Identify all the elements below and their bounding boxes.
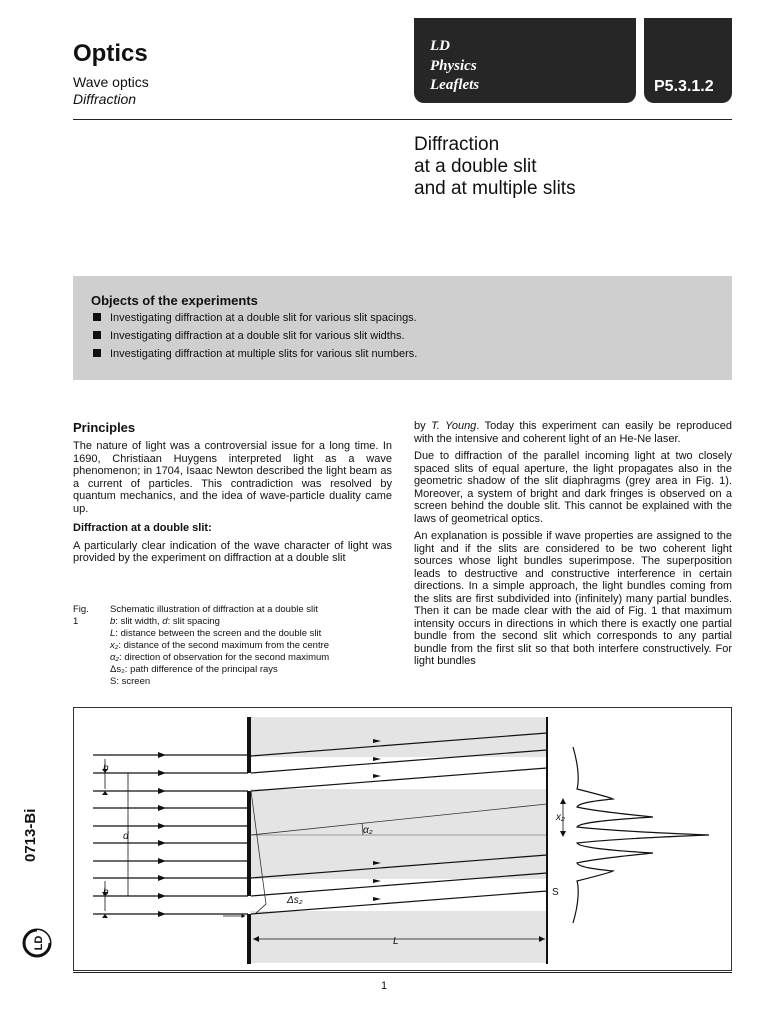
label-b-top: b — [103, 763, 109, 774]
label-d: d — [123, 831, 129, 842]
leaflet-code-badge — [644, 18, 732, 103]
series-line-2: Physics — [430, 58, 477, 74]
arrow-down-icon — [560, 831, 566, 837]
label-L: L — [393, 936, 399, 947]
topic-subtitle: Diffraction — [73, 91, 137, 107]
right-paragraph-0: by T. Young. Today this experiment can easily be reproduced with the intensive and coherent light of an He-Ne laser. — [414, 420, 732, 445]
principles-paragraph-1: The nature of light was a controversial issue for a long time. In 1690, Christiaan Huygens interpreted light as a wave phenomenon; in 1704, Isaac Newton described the light beam as a current of particles. This contradiction was resolved by quantum mechanics, and the idea of wave-particle duality came up. — [73, 440, 392, 515]
leaflet-code: P5.3.1.2 — [654, 78, 714, 95]
caption-line: Schematic illustration of diffraction at a double slit — [110, 604, 318, 615]
right-column-text — [414, 420, 732, 668]
objective-item: Investigating diffraction at a double slit for various slit spacings. — [93, 312, 417, 324]
caption-line: x₂: distance of the second maximum from the centre — [110, 640, 330, 651]
principles-paragraph-2: A particularly clear indication of the wave character of light was provided by the experiment on diffraction at a double slit — [73, 539, 392, 564]
footer-divider — [73, 972, 732, 973]
figure-caption-label: Fig. 1 — [73, 604, 89, 627]
slit-diaphragm-top — [247, 717, 251, 773]
document-title-line-3: and at multiple slits — [414, 178, 576, 199]
label-screen: S — [552, 887, 559, 898]
bullet-square-icon — [93, 313, 101, 321]
objective-item: Investigating diffraction at multiple slits for various slit numbers. — [93, 348, 417, 360]
caption-line: S: screen — [110, 676, 151, 687]
caption-line: α₂: direction of observation for the second maximum — [110, 652, 330, 663]
principles-text — [73, 440, 392, 565]
ld-logo-icon — [22, 928, 52, 958]
caption-line: Δs₂: path difference of the principal rays — [110, 664, 278, 675]
label-x2: x₂ — [556, 812, 565, 823]
label-alpha: α₂ — [363, 825, 373, 836]
page-number: 1 — [380, 980, 388, 992]
logo-text: LD — [33, 935, 45, 951]
objectives-box — [73, 276, 732, 380]
bullet-square-icon — [93, 331, 101, 339]
double-slit-diagram — [73, 707, 732, 971]
arrow-up-icon — [560, 798, 566, 804]
principles-heading: Principles — [73, 420, 136, 435]
series-line-3: Leaflets — [430, 77, 480, 93]
objective-item: Investigating diffraction at a double slit for various slit widths. — [93, 330, 405, 342]
document-title-line-2: at a double slit — [414, 156, 537, 177]
document-title — [414, 134, 576, 200]
document-code-vertical: 0713-Bi — [22, 808, 39, 862]
double-slit-subheading: Diffraction at a double slit: — [73, 522, 212, 534]
shadow-area-middle — [250, 789, 547, 879]
ray-arrowheads — [158, 752, 166, 917]
right-paragraph-1: Due to diffraction of the parallel incoming light at two closely spaced slits of equal aperture, the light propagates also in the geometric shadow of the slit diaphragms (grey area in Fig. 1). Moreover, a system of bright and dark fringes is observed on a screen behind the double slit. This cannot be explained with the laws of geometrical optics. — [414, 450, 732, 525]
section-subtitle: Wave optics — [73, 74, 149, 90]
label-b-bottom: b — [103, 887, 109, 898]
label-delta-s: Δs₂ — [287, 895, 303, 906]
slit-diaphragm-bottom — [247, 914, 251, 964]
slit-diaphragm-middle — [247, 791, 251, 896]
intensity-curve — [573, 747, 709, 923]
page-title: Optics — [73, 40, 148, 67]
slit-dimension-lines — [93, 759, 128, 967]
series-line-1: LD — [430, 38, 450, 54]
header-divider — [73, 119, 732, 120]
caption-line: b: slit width, d: slit spacing — [110, 616, 220, 627]
document-title-line-1: Diffraction — [414, 134, 500, 155]
objectives-heading: Objects of the experiments — [91, 293, 258, 308]
caption-line: L: distance between the screen and the double slit — [110, 628, 322, 639]
incoming-rays — [93, 755, 248, 914]
right-paragraph-2: An explanation is possible if wave properties are assigned to the light and if the slits are considered to be two coherent light sources whose light bundles superimpose. The superposition leads to destructive and constructive interference in certain directions. In a simple approach, the light bundles coming from the slits are first subdivided into (infinitely) many partial bundles. Then it can be made clear with the aid of Fig. 1 that maximum intensity occurs in directions in which there is exactly one partial bundle from the second slit which corresponds to any partial bundle from the first slit so that both interfere constructively. For light bundles — [414, 530, 732, 667]
bullet-square-icon — [93, 349, 101, 357]
series-badge — [414, 18, 636, 103]
